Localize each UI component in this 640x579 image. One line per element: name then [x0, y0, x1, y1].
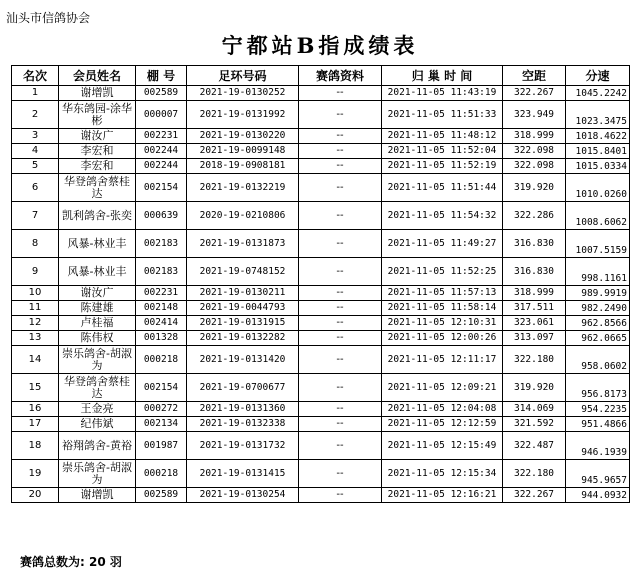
cell-member-name: 谢增凯	[59, 488, 136, 503]
cell-distance: 323.061	[503, 316, 566, 331]
cell-member-name: 陈建雄	[59, 301, 136, 316]
cell-member-name: 谢汝广	[59, 286, 136, 301]
table-row	[12, 331, 630, 346]
cell-speed: 1008.6062	[566, 202, 630, 230]
table-row	[12, 346, 630, 374]
cell-distance: 316.830	[503, 258, 566, 286]
cell-speed: 1045.2242	[566, 86, 630, 101]
cell-pigeon-info: --	[299, 230, 382, 258]
table-row	[12, 286, 630, 301]
cell-pigeon-info: --	[299, 129, 382, 144]
cell-distance: 319.920	[503, 374, 566, 402]
cell-pigeon-info: --	[299, 417, 382, 432]
cell-pigeon-info: --	[299, 460, 382, 488]
header-pigeon-info: 赛鸽资料	[299, 66, 382, 86]
cell-pigeon-info: --	[299, 374, 382, 402]
cell-ring-number: 2021-19-0131732	[187, 432, 299, 460]
cell-arrival-time: 2021-11-05 12:00:26	[382, 331, 503, 346]
cell-member-name: 卢桂福	[59, 316, 136, 331]
cell-ring-number: 2021-19-0131415	[187, 460, 299, 488]
cell-rank: 20	[12, 488, 59, 503]
cell-arrival-time: 2021-11-05 11:52:19	[382, 159, 503, 174]
cell-rank: 14	[12, 346, 59, 374]
cell-member-name: 风暴-林业丰	[59, 230, 136, 258]
cell-pigeon-info: --	[299, 159, 382, 174]
cell-arrival-time: 2021-11-05 12:15:49	[382, 432, 503, 460]
cell-ring-number: 2020-19-0210806	[187, 202, 299, 230]
cell-loft-number: 001987	[136, 432, 187, 460]
cell-loft-number: 002183	[136, 230, 187, 258]
cell-pigeon-info: --	[299, 301, 382, 316]
table-row	[12, 144, 630, 159]
cell-loft-number: 002154	[136, 374, 187, 402]
cell-distance: 313.097	[503, 331, 566, 346]
cell-arrival-time: 2021-11-05 11:51:33	[382, 101, 503, 129]
header-speed: 分速	[566, 66, 630, 86]
cell-ring-number: 2021-19-0748152	[187, 258, 299, 286]
cell-arrival-time: 2021-11-05 12:16:21	[382, 488, 503, 503]
cell-loft-number: 002589	[136, 86, 187, 101]
cell-rank: 5	[12, 159, 59, 174]
cell-ring-number: 2021-19-0099148	[187, 144, 299, 159]
header-member-name: 会员姓名	[59, 66, 136, 86]
header-rank: 名次	[12, 66, 59, 86]
cell-distance: 322.098	[503, 144, 566, 159]
table-row	[12, 258, 630, 286]
cell-rank: 7	[12, 202, 59, 230]
cell-distance: 321.592	[503, 417, 566, 432]
table-row	[12, 129, 630, 144]
cell-pigeon-info: --	[299, 402, 382, 417]
header-row	[12, 66, 630, 86]
cell-ring-number: 2021-19-0132282	[187, 331, 299, 346]
cell-ring-number: 2021-19-0131873	[187, 230, 299, 258]
cell-distance: 314.069	[503, 402, 566, 417]
cell-rank: 3	[12, 129, 59, 144]
table-row	[12, 174, 630, 202]
cell-ring-number: 2021-19-0130211	[187, 286, 299, 301]
cell-distance: 322.180	[503, 346, 566, 374]
results-body	[12, 86, 630, 503]
cell-pigeon-info: --	[299, 174, 382, 202]
cell-ring-number: 2021-19-0044793	[187, 301, 299, 316]
table-row	[12, 230, 630, 258]
cell-rank: 4	[12, 144, 59, 159]
table-row	[12, 402, 630, 417]
table-row	[12, 374, 630, 402]
cell-loft-number: 002231	[136, 129, 187, 144]
cell-speed: 945.9657	[566, 460, 630, 488]
cell-speed: 951.4866	[566, 417, 630, 432]
cell-arrival-time: 2021-11-05 11:43:19	[382, 86, 503, 101]
cell-member-name: 李宏和	[59, 159, 136, 174]
cell-pigeon-info: --	[299, 331, 382, 346]
cell-ring-number: 2021-19-0130252	[187, 86, 299, 101]
header-distance: 空距	[503, 66, 566, 86]
table-row	[12, 202, 630, 230]
cell-member-name: 陈伟权	[59, 331, 136, 346]
cell-pigeon-info: --	[299, 202, 382, 230]
cell-speed: 1010.0260	[566, 174, 630, 202]
cell-speed: 1015.8401	[566, 144, 630, 159]
table-row	[12, 460, 630, 488]
cell-speed: 954.2235	[566, 402, 630, 417]
table-row	[12, 488, 630, 503]
cell-pigeon-info: --	[299, 346, 382, 374]
cell-ring-number: 2018-19-0908181	[187, 159, 299, 174]
cell-loft-number: 002183	[136, 258, 187, 286]
cell-arrival-time: 2021-11-05 11:52:25	[382, 258, 503, 286]
cell-rank: 17	[12, 417, 59, 432]
organization-name: 汕头市信鸽协会	[6, 11, 91, 25]
table-row	[12, 432, 630, 460]
cell-distance: 322.098	[503, 159, 566, 174]
cell-loft-number: 002414	[136, 316, 187, 331]
cell-pigeon-info: --	[299, 144, 382, 159]
cell-rank: 8	[12, 230, 59, 258]
cell-speed: 958.0602	[566, 346, 630, 374]
page-title: 宁都站B指成绩表	[221, 33, 419, 58]
cell-member-name: 崇乐鸽舍-胡淑为	[59, 346, 136, 374]
table-row	[12, 417, 630, 432]
cell-arrival-time: 2021-11-05 11:52:04	[382, 144, 503, 159]
cell-member-name: 王金亮	[59, 402, 136, 417]
cell-pigeon-info: --	[299, 286, 382, 301]
cell-loft-number: 000639	[136, 202, 187, 230]
cell-arrival-time: 2021-11-05 11:57:13	[382, 286, 503, 301]
cell-loft-number: 000272	[136, 402, 187, 417]
cell-member-name: 华登鸽舍蔡桂达	[59, 374, 136, 402]
cell-ring-number: 2021-19-0130254	[187, 488, 299, 503]
cell-pigeon-info: --	[299, 432, 382, 460]
cell-loft-number: 000218	[136, 460, 187, 488]
cell-ring-number: 2021-19-0131360	[187, 402, 299, 417]
cell-speed: 1015.0334	[566, 159, 630, 174]
cell-distance: 318.999	[503, 129, 566, 144]
cell-speed: 1023.3475	[566, 101, 630, 129]
cell-arrival-time: 2021-11-05 12:10:31	[382, 316, 503, 331]
cell-member-name: 谢汝广	[59, 129, 136, 144]
cell-speed: 982.2490	[566, 301, 630, 316]
cell-member-name: 李宏和	[59, 144, 136, 159]
cell-arrival-time: 2021-11-05 11:54:32	[382, 202, 503, 230]
cell-arrival-time: 2021-11-05 12:15:34	[382, 460, 503, 488]
cell-loft-number: 002231	[136, 286, 187, 301]
cell-ring-number: 2021-19-0700677	[187, 374, 299, 402]
cell-distance: 322.267	[503, 86, 566, 101]
cell-distance: 319.920	[503, 174, 566, 202]
cell-rank: 2	[12, 101, 59, 129]
cell-arrival-time: 2021-11-05 12:04:08	[382, 402, 503, 417]
table-row	[12, 159, 630, 174]
cell-arrival-time: 2021-11-05 11:48:12	[382, 129, 503, 144]
cell-loft-number: 002244	[136, 159, 187, 174]
cell-rank: 13	[12, 331, 59, 346]
cell-distance: 318.999	[503, 286, 566, 301]
cell-pigeon-info: --	[299, 258, 382, 286]
cell-rank: 1	[12, 86, 59, 101]
cell-member-name: 纪伟斌	[59, 417, 136, 432]
cell-rank: 11	[12, 301, 59, 316]
cell-rank: 6	[12, 174, 59, 202]
cell-arrival-time: 2021-11-05 12:11:17	[382, 346, 503, 374]
header-arrival-time: 归 巢 时 间	[382, 66, 503, 86]
cell-arrival-time: 2021-11-05 11:49:27	[382, 230, 503, 258]
cell-distance: 317.511	[503, 301, 566, 316]
cell-member-name: 裕翔鸽舍-黄裕	[59, 432, 136, 460]
cell-pigeon-info: --	[299, 101, 382, 129]
cell-member-name: 华登鸽舍蔡桂达	[59, 174, 136, 202]
cell-distance: 322.267	[503, 488, 566, 503]
cell-pigeon-info: --	[299, 488, 382, 503]
cell-arrival-time: 2021-11-05 11:51:44	[382, 174, 503, 202]
cell-member-name: 凯利鸽舍-张奕	[59, 202, 136, 230]
cell-rank: 16	[12, 402, 59, 417]
cell-speed: 989.9919	[566, 286, 630, 301]
cell-distance: 323.949	[503, 101, 566, 129]
cell-distance: 322.286	[503, 202, 566, 230]
cell-speed: 998.1161	[566, 258, 630, 286]
cell-rank: 15	[12, 374, 59, 402]
cell-member-name: 风暴-林业丰	[59, 258, 136, 286]
cell-rank: 9	[12, 258, 59, 286]
header-loft-number: 棚 号	[136, 66, 187, 86]
cell-pigeon-info: --	[299, 86, 382, 101]
cell-loft-number: 002154	[136, 174, 187, 202]
table-row	[12, 301, 630, 316]
table-row	[12, 86, 630, 101]
cell-speed: 946.1939	[566, 432, 630, 460]
cell-loft-number: 002148	[136, 301, 187, 316]
cell-arrival-time: 2021-11-05 12:12:59	[382, 417, 503, 432]
cell-loft-number: 001328	[136, 331, 187, 346]
results-table	[11, 65, 630, 503]
cell-rank: 19	[12, 460, 59, 488]
cell-distance: 322.180	[503, 460, 566, 488]
cell-loft-number: 002134	[136, 417, 187, 432]
cell-member-name: 谢增凯	[59, 86, 136, 101]
table-row	[12, 101, 630, 129]
cell-rank: 18	[12, 432, 59, 460]
cell-pigeon-info: --	[299, 316, 382, 331]
cell-loft-number: 000218	[136, 346, 187, 374]
cell-ring-number: 2021-19-0130220	[187, 129, 299, 144]
cell-speed: 962.8566	[566, 316, 630, 331]
cell-arrival-time: 2021-11-05 11:58:14	[382, 301, 503, 316]
cell-ring-number: 2021-19-0132338	[187, 417, 299, 432]
cell-rank: 10	[12, 286, 59, 301]
cell-loft-number: 002589	[136, 488, 187, 503]
cell-loft-number: 000007	[136, 101, 187, 129]
cell-ring-number: 2021-19-0131915	[187, 316, 299, 331]
cell-member-name: 崇乐鸽舍-胡淑为	[59, 460, 136, 488]
cell-arrival-time: 2021-11-05 12:09:21	[382, 374, 503, 402]
cell-distance: 322.487	[503, 432, 566, 460]
cell-speed: 1007.5159	[566, 230, 630, 258]
cell-loft-number: 002244	[136, 144, 187, 159]
cell-ring-number: 2021-19-0131992	[187, 101, 299, 129]
table-row	[12, 316, 630, 331]
cell-speed: 1018.4622	[566, 129, 630, 144]
cell-speed: 956.8173	[566, 374, 630, 402]
cell-speed: 962.0665	[566, 331, 630, 346]
cell-member-name: 华东鸽园-涂华彬	[59, 101, 136, 129]
total-count: 赛鸽总数为: 20 羽	[20, 555, 122, 569]
cell-distance: 316.830	[503, 230, 566, 258]
header-ring-number: 足环号码	[187, 66, 299, 86]
cell-ring-number: 2021-19-0132219	[187, 174, 299, 202]
cell-speed: 944.0932	[566, 488, 630, 503]
cell-rank: 12	[12, 316, 59, 331]
cell-ring-number: 2021-19-0131420	[187, 346, 299, 374]
